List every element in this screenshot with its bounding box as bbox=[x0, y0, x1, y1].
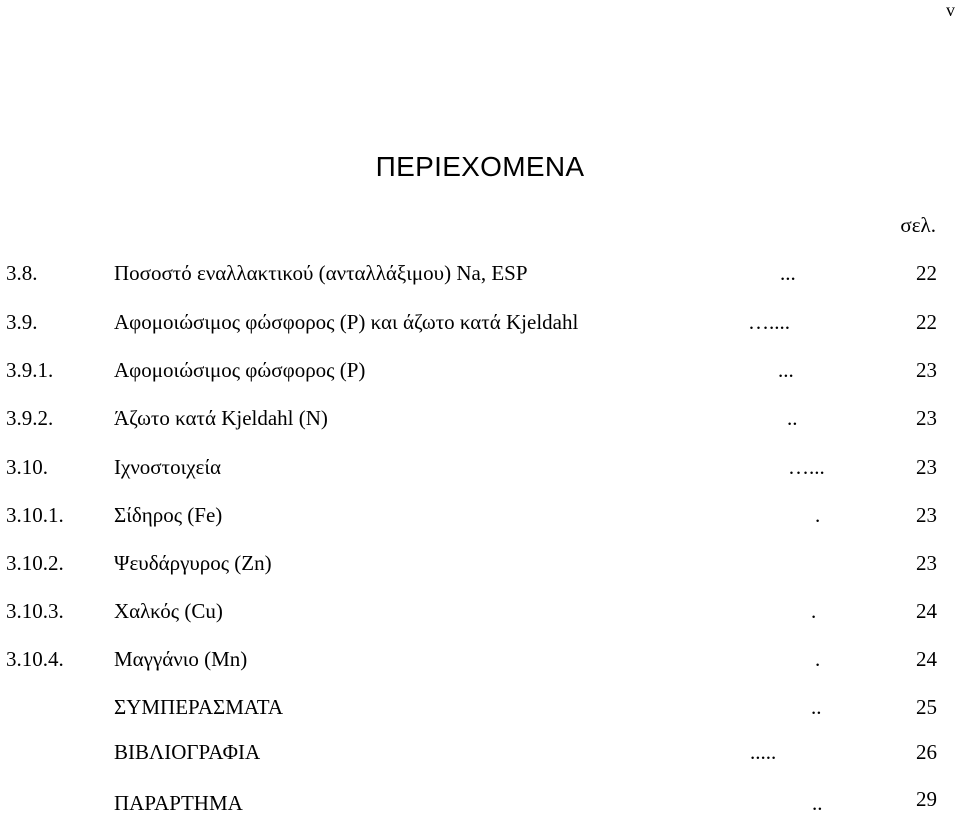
toc-entry[interactable] bbox=[0, 257, 960, 289]
toc-entry-leader: . bbox=[815, 503, 821, 527]
toc-entry[interactable] bbox=[0, 547, 960, 579]
toc-entry-leader: .. bbox=[811, 695, 822, 719]
toc-entry-page: 23 bbox=[916, 503, 937, 527]
toc-entry-leader: . bbox=[815, 647, 821, 671]
toc-entry[interactable] bbox=[0, 787, 960, 819]
toc-entry[interactable] bbox=[0, 595, 960, 627]
toc-entry-number: 3.8. bbox=[6, 261, 38, 285]
toc-entry[interactable] bbox=[0, 499, 960, 531]
toc-entry-title: Αφομοιώσιμος φώσφορος (P) και άζωτο κατά Kjeldahl bbox=[114, 310, 579, 334]
toc-entry-title: Ιχνοστοιχεία bbox=[114, 455, 222, 479]
toc-entry-title: ΣΥΜΠΕΡΑΣΜΑΤΑ bbox=[114, 695, 284, 719]
toc-entry-page: 23 bbox=[916, 551, 937, 575]
toc-entry-title: Άζωτο κατά Kjeldahl (N) bbox=[114, 406, 328, 430]
toc-entry-title: Αφομοιώσιμος φώσφορος (P) bbox=[114, 358, 366, 382]
toc-entry-title: Χαλκός (Cu) bbox=[114, 599, 223, 623]
toc-entry[interactable] bbox=[0, 402, 960, 434]
toc-entry-leader: ... bbox=[780, 261, 796, 285]
toc-entry-number: 3.10.3. bbox=[6, 599, 64, 623]
toc-entry[interactable] bbox=[0, 306, 960, 338]
toc-entry-number: 3.9.1. bbox=[6, 358, 54, 382]
toc-entry-leader: ….... bbox=[748, 310, 790, 334]
toc-entry-number: 3.10.2. bbox=[6, 551, 64, 575]
toc-entry-leader: ... bbox=[778, 358, 794, 382]
toc-entry-number: 3.10. bbox=[6, 455, 48, 479]
toc-entry-number: 3.9.2. bbox=[6, 406, 54, 430]
toc-entry[interactable] bbox=[0, 691, 960, 723]
toc-entry-page: 23 bbox=[916, 358, 937, 382]
toc-entry[interactable] bbox=[0, 354, 960, 386]
toc-entry-leader: .. bbox=[787, 406, 798, 430]
toc-entry[interactable] bbox=[0, 736, 960, 768]
toc-entry-leader: . bbox=[811, 599, 817, 623]
toc-entry-page: 23 bbox=[916, 455, 937, 479]
page-title: ΠΕΡΙΕΧΟΜΕΝΑ bbox=[375, 151, 585, 182]
toc-entry-leader: …... bbox=[788, 455, 825, 479]
page-number: v bbox=[946, 0, 955, 20]
toc-entry-title: ΠΑΡΑΡΤΗΜΑ bbox=[114, 791, 243, 815]
toc-entry-title: Ποσοστό εναλλακτικού (ανταλλάξιμου) Na, ESP bbox=[114, 261, 528, 285]
toc-entry-title: ΒΙΒΛΙΟΓΡΑΦΙΑ bbox=[114, 740, 261, 764]
toc-entry[interactable] bbox=[0, 643, 960, 675]
toc-entry-leader: .. bbox=[812, 791, 823, 815]
toc-entry-page: 22 bbox=[916, 310, 937, 334]
toc-entry-page: 26 bbox=[916, 740, 937, 764]
toc-entry-number: 3.10.4. bbox=[6, 647, 64, 671]
toc-entry[interactable] bbox=[0, 451, 960, 483]
toc-entry-page: 24 bbox=[916, 647, 937, 671]
page-column-label: σελ. bbox=[900, 213, 936, 237]
toc-entry-title: Ψευδάργυρος (Zn) bbox=[114, 551, 272, 575]
toc-entry-page: 25 bbox=[916, 695, 937, 719]
toc-entry-page: 22 bbox=[916, 261, 937, 285]
toc-entry-title: Σίδηρος (Fe) bbox=[114, 503, 223, 527]
toc-entry-page: 23 bbox=[916, 406, 937, 430]
toc-entry-leader: ..... bbox=[750, 740, 777, 764]
toc-entry-page: 29 bbox=[916, 787, 937, 811]
toc-entry-number: 3.9. bbox=[6, 310, 38, 334]
toc-entry-title: Μαγγάνιο (Mn) bbox=[114, 647, 248, 671]
toc-entry-page: 24 bbox=[916, 599, 937, 623]
toc-entry-number: 3.10.1. bbox=[6, 503, 64, 527]
